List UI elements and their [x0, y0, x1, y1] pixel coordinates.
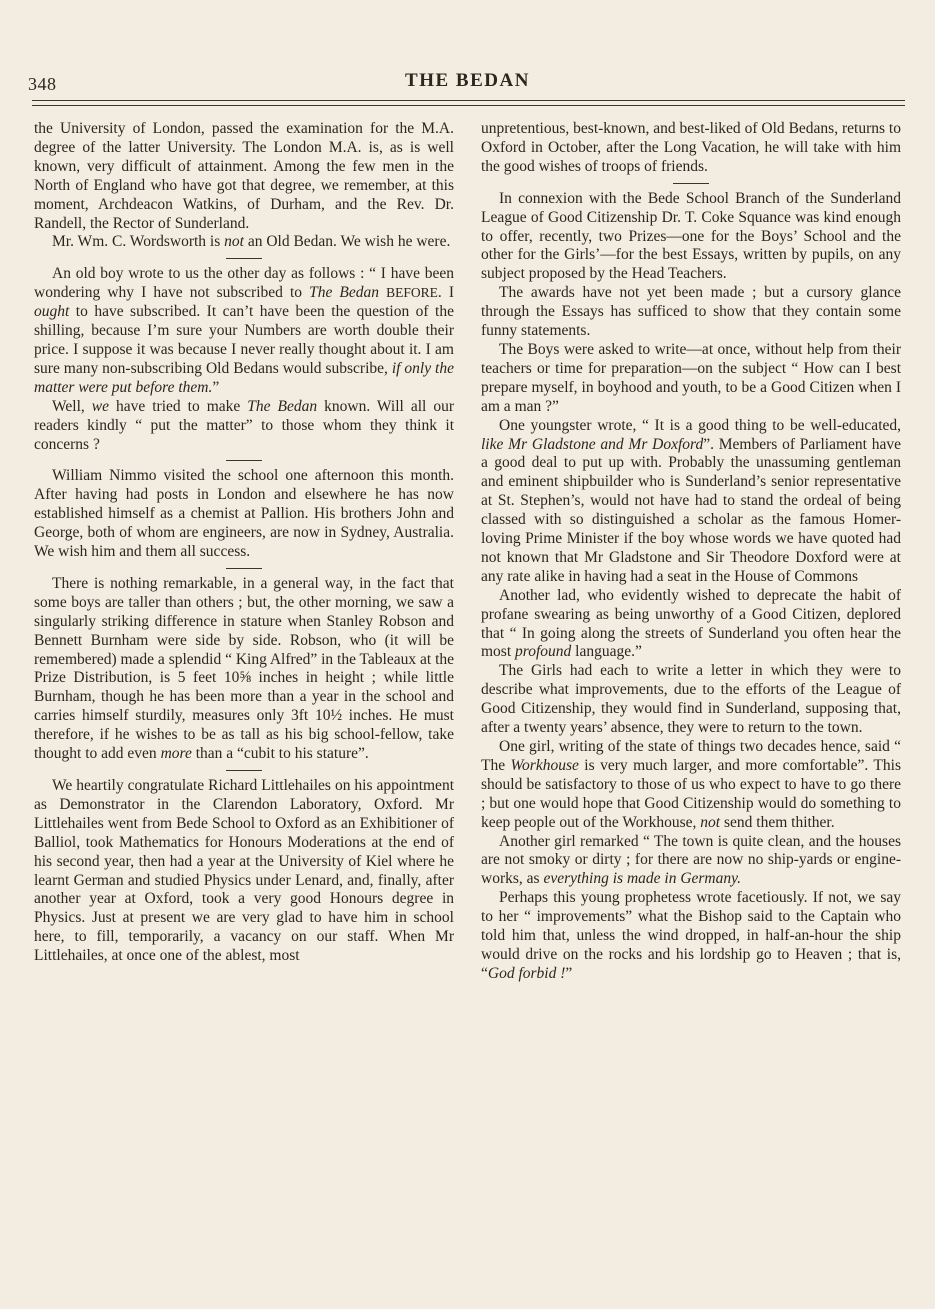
paragraph-god-forbid: Perhaps this young prophetess wrote facetiously. If not, we say to her “ improvements” what the Bishop said to the Captain who told him that, unless the wind dropped, in half-an-hour the ship would drive on the rocks and his lordship go to Heaven ; that is, “God forbid !” — [481, 889, 901, 982]
separator — [226, 258, 262, 259]
paragraph-wordsworth: Mr. Wm. C. Wordsworth is not an Old Bedan. We wish he were. — [52, 233, 451, 251]
running-title: THE BEDAN — [405, 70, 530, 91]
separator — [226, 460, 262, 461]
paragraph-workhouse: One girl, writing of the state of things two decades hence, said “ The Workhouse is very much larger, and more comfortable”. This should be satisfactory to those of us who expect to have to go there ; but one would hope that Good Citizenship would do something to keep people out of the Workhouse, not send them thither. — [481, 738, 901, 831]
paragraph-profane-swearing: Another lad, who evidently wished to deprecate the habit of profane swearing as being unworthy of a Good Citizen, deplored that “ In going along the streets of Sunderland you often hear the most profound language.” — [481, 586, 901, 661]
paragraph-awards: The awards have not yet been made ; but a cursory glance through the Essays has sufficed to show that they contain some funny statements. — [481, 284, 901, 340]
paragraph-gladstone-doxford: One youngster wrote, “ It is a good thing to be well-educated, like Mr Gladstone and Mr Doxford”. Members of Parliament have a good deal to put up with. Probably the unassuming gentleman and eminent shipbuilder who is Sunderland’s senior representative at St. Stephen’s, would not have had to stand the ordeal of being classed with so distinguished a scholar as the famous Homer-loving Prime Minister if the boy whose words we have quoted had not known that Mr Gladstone and Sir Theodore Doxford were at any rate alike in having had a seat in the House of Commons — [481, 416, 901, 585]
paragraph-continued: unpretentious, best-known, and best-liked of Old Bedans, returns to Oxford in October, after the Long Vacation, he will take with him the good wishes of troops of friends. — [481, 120, 901, 175]
header-rule — [32, 100, 905, 101]
paragraph-put-the-matter: Well, we have tried to make The Bedan known. Will all our readers kindly “ put the matter” to those whom they think it concerns ? — [34, 397, 454, 453]
paragraph-girls-letter: The Girls had each to write a letter in which they were to describe what improvements, due to the efforts of the League of Good Citizenship, they would find in Sunderland, supposing that, after a twenty years’ absence, they were to return to the town. — [481, 662, 901, 737]
left-column — [34, 120, 454, 966]
paragraph-littlehailes: We heartily congratulate Richard Littlehailes on his appointment as Demonstrator in the Clarendon Laboratory, Oxford. Mr Littlehailes went from Bede School to Oxford as an Exhibitioner of Balliol, took Mathematics for Honours Moderations at the end of his second year, then had a year at the University of Kiel where he learnt German and studied Physics under Lenard, and, finally, after another year at Oxford, took a very good Honours degree in Physics. Just at present we are very glad to have him in school here, to fill, temporarily, a vacancy on our staff. When Mr Littlehailes, at once one of the ablest, most — [34, 777, 454, 965]
right-column — [481, 120, 901, 984]
paragraph-london-ma: the University of London, passed the examination for the M.A. degree of the latter University. The London M.A. is, as is well known, very difficult of attainment. Among the few men in the North of England who have got that degree, we remember, at this moment, Archdeacon Watkins, of Durham, and the Rev. Dr. Randell, the Rector of Sunderland. — [34, 120, 454, 232]
separator — [226, 568, 262, 569]
header-rule-thin — [32, 105, 905, 106]
paragraph-league-prizes: In connexion with the Bede School Branch of the Sunderland League of Good Citizenship Dr. T. Coke Squance was kind enough to offer, recently, two Prizes—one for the Boys’ School and the other for the Girls’—for the best Essays, written by pupils, on any subject proposed by the Head Teachers. — [481, 189, 901, 283]
page-number: 348 — [28, 74, 57, 94]
paragraph-boys-subject: The Boys were asked to write—at once, without help from their teachers or time for preparation—on the subject “ How can I best prepare myself, in boyhood and youth, to be a Good Citizen when I am a man ?” — [481, 340, 901, 415]
paragraph-old-boy-letter: An old boy wrote to us the other day as follows : “ I have been wondering why I have not subscribed to The Bedan BEFORE. I ought to have subscribed. It can’t have been the question of the shilling, because I’m sure your Numbers are worth double their price. I suppose it was because I never really thought about it. I am sure many non-subscribing Old Bedans would subscribe, if only the matter were put before them.” — [34, 265, 455, 396]
paragraph-made-in-germany: Another girl remarked “ The town is quite clean, and the houses are not smoky or dirty ; for there are now no ship-yards or engine-works, as everything is made in Germany. — [481, 832, 901, 888]
separator — [226, 770, 262, 771]
separator — [673, 183, 709, 184]
paragraph-robson-burnham: There is nothing remarkable, in a general way, in the fact that some boys are taller than others ; but, the other morning, we saw a singularly striking difference in stature when Stanley Robson and Bennett Burnham were side by side. Robson, who (it will be remembered) made a splendid “ King Alfred” in the Tableaux at the Prize Distribution, is 5 feet 10⅝ inches in height ; while little Burnham, though he has been more than a year in the school and carries himself sturdily, measures only 3ft 10½ inches. He must therefore, if he wishes to be as tall as his big school-fellow, take thought to add even more than a “cubit to his stature”. — [34, 574, 454, 763]
paragraph-william-nimmo: William Nimmo visited the school one afternoon this month. After having had posts in London and elsewhere he has now established himself as a chemist at Pallion. His brothers John and George, both of whom are engineers, are now in Sydney, Australia. We wish him and them all success. — [34, 467, 454, 561]
